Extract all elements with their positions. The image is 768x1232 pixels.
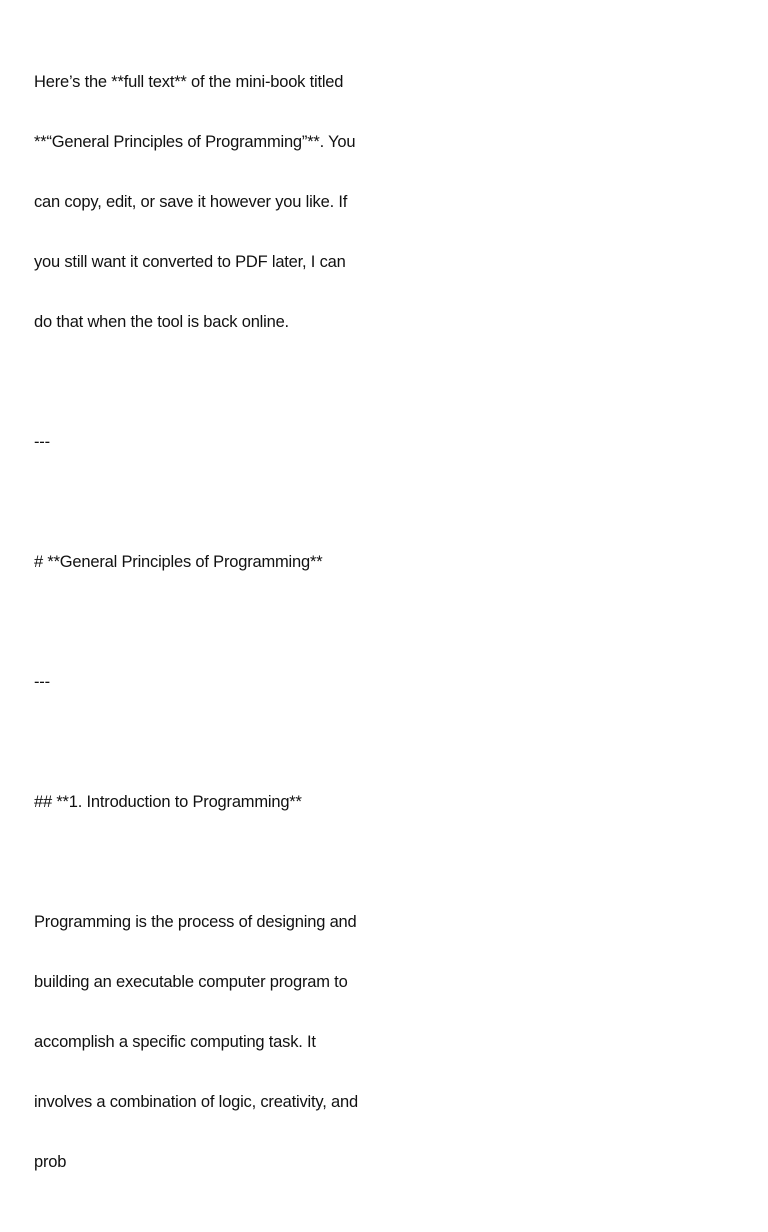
heading-2-text: ## **1. Introduction to Programming**	[34, 793, 302, 811]
separator	[34, 392, 414, 492]
heading-2	[34, 752, 414, 852]
separator-text: ---	[34, 673, 50, 691]
body-line: building an executable computer program to	[34, 973, 348, 991]
separator-text: ---	[34, 433, 50, 451]
intro-paragraph	[34, 32, 414, 372]
separator	[34, 632, 414, 732]
body-line: accomplish a specific computing task. It	[34, 1033, 316, 1051]
intro-line: you still want it converted to PDF later, I can	[34, 253, 346, 271]
heading-1-text: # **General Principles of Programming**	[34, 553, 323, 571]
heading-1	[34, 512, 414, 612]
intro-line: can copy, edit, or save it however you like. If	[34, 193, 348, 211]
intro-line: do that when the tool is back online.	[34, 313, 289, 331]
document-text	[34, 32, 414, 1232]
body-line: Programming is the process of designing and	[34, 913, 357, 931]
intro-line: **“General Principles of Programming”**. You	[34, 133, 356, 151]
body-paragraph	[34, 872, 414, 1212]
body-line: involves a combination of logic, creativity, and	[34, 1093, 358, 1111]
intro-line: Here’s the **full text** of the mini-book titled	[34, 73, 344, 91]
body-line: prob	[34, 1153, 67, 1171]
